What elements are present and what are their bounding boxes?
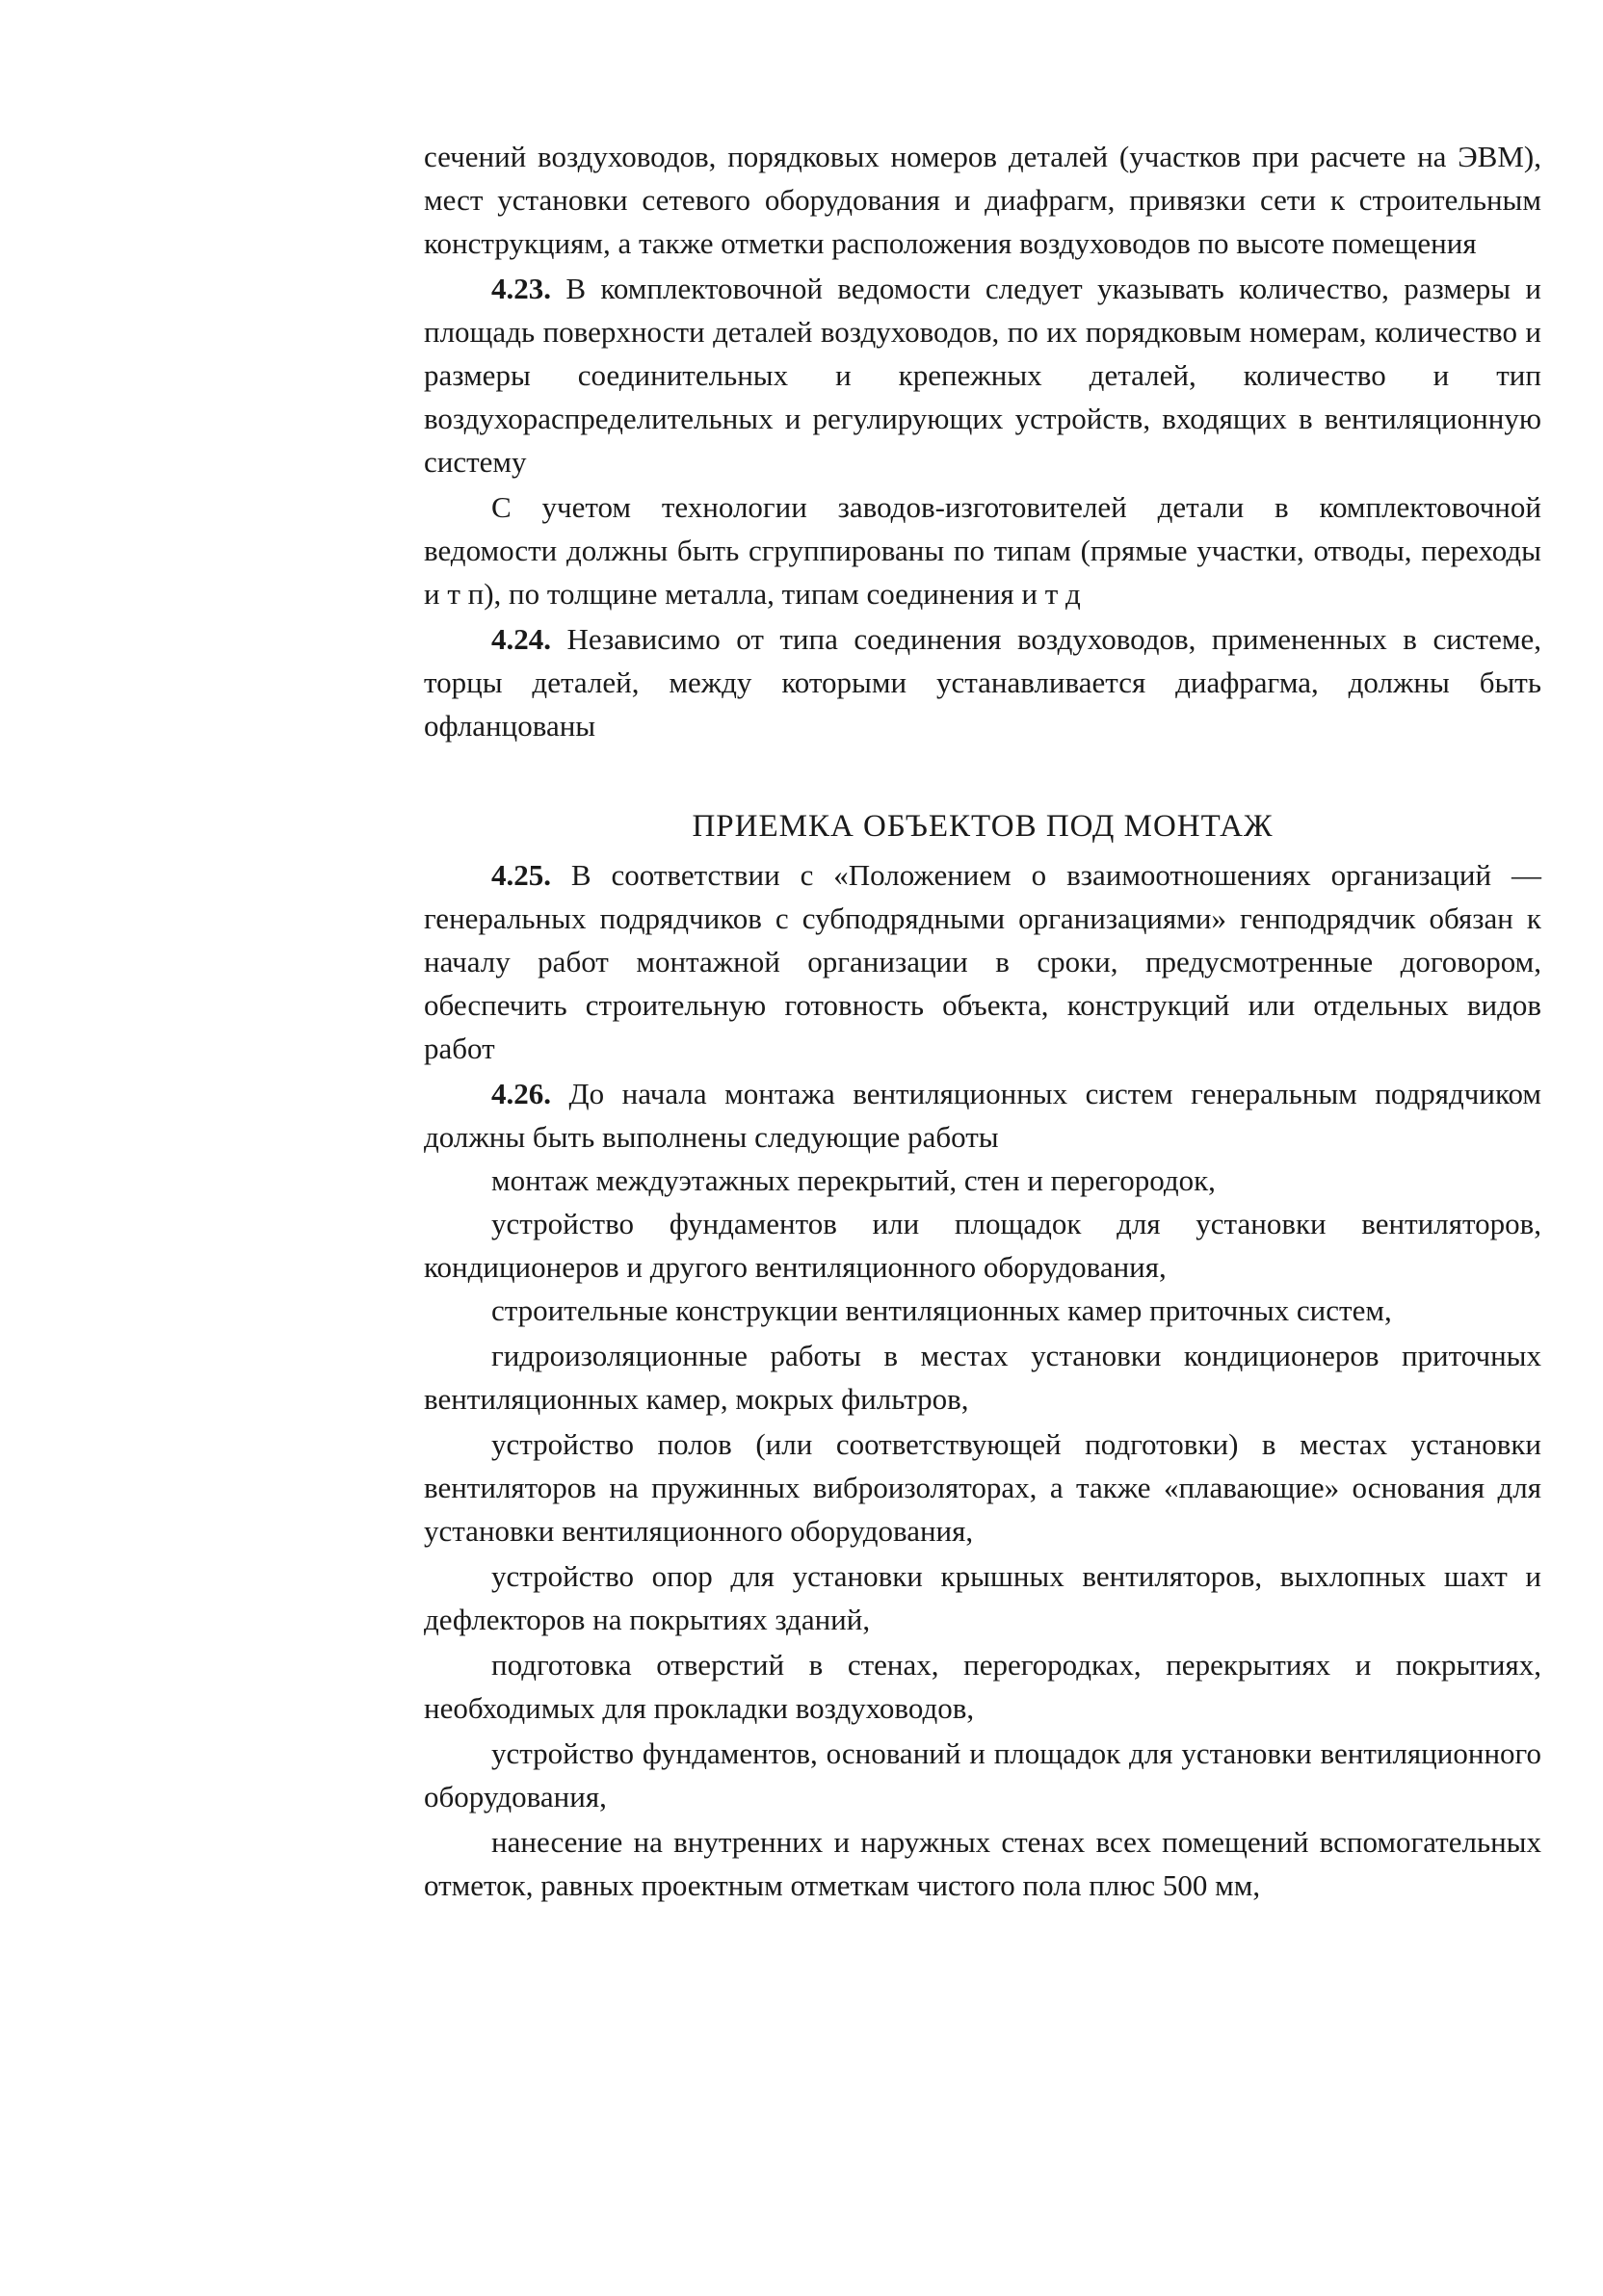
list-item: [424, 1202, 1541, 1289]
clause-number: 4.26.: [491, 1077, 551, 1110]
list-item-text: устройство фундаментов, оснований и площадок для установки вентиляционного оборудования,: [424, 1736, 1541, 1813]
clause-number: 4.25.: [491, 858, 551, 892]
list-item: [424, 1289, 1541, 1332]
list-item-text: устройство полов (или соответствующей подготовки) в местах установки вентиляторов на пружинных виброизоляторах, а также «плавающие» основания для установки вентиляционного оборудования,: [424, 1427, 1541, 1548]
list-item: [424, 1554, 1541, 1641]
list-item-text: нанесение на внутренних и наружных стенах всех помещений вспомогательных отметок, равных проектным отметкам чистого пола плюс 500 мм,: [424, 1825, 1541, 1902]
list-item-text: устройство опор для установки крышных вентиляторов, выхлопных шахт и дефлекторов на покрытиях зданий,: [424, 1559, 1541, 1636]
paragraph-4-26: [424, 1072, 1541, 1159]
section-heading: ПРИЕМКА ОБЪЕКТОВ ПОД МОНТАЖ: [692, 809, 1274, 844]
list-item: [424, 1732, 1541, 1818]
paragraph-text: В соответствии с «Положением о взаимоотношениях организаций — генеральных подрядчиков с субподрядными организациями» генподрядчик обязан к началу работ монтажной организации в сроки, предусмотренные договором, обеспечить строительную готовность объекта, конструкций или отдельных видов работ: [424, 858, 1541, 1065]
paragraph-4-24: [424, 617, 1541, 747]
paragraph-4-25: [424, 853, 1541, 1070]
list-item: [424, 1643, 1541, 1730]
paragraph-text: С учетом технологии заводов-изготовителей детали в комплектовочной ведомости должны быть сгруппированы по типам (прямые участки, отводы, переходы и т п), по толщине металла, типам соединения и т д: [424, 490, 1541, 611]
list-item-text: подготовка отверстий в стенах, перегородках, перекрытиях и покрытиях, необходимых для прокладки воздуховодов,: [424, 1648, 1541, 1725]
paragraph-continuation: [424, 135, 1541, 265]
paragraph-text: Независимо от типа соединения воздуховодов, примененных в системе, торцы деталей, между которыми устанавливается диафрагма, должны быть офланцованы: [424, 622, 1541, 743]
document-page: [424, 135, 1541, 1907]
paragraph-4-23: [424, 267, 1541, 483]
list-item-text: устройство фундаментов или площадок для установки вентиляторов, кондиционеров и другого вентиляционного оборудования,: [424, 1207, 1541, 1284]
clause-number: 4.24.: [491, 622, 551, 656]
paragraph-text: До начала монтажа вентиляционных систем генеральным подрядчиком должны быть выполнены следующие работы: [424, 1077, 1541, 1154]
list-item: [424, 1422, 1541, 1552]
list-item-text: монтаж междуэтажных перекрытий, стен и перегородок,: [491, 1163, 1216, 1197]
paragraph-grouping: [424, 485, 1541, 615]
clause-number: 4.23.: [491, 272, 551, 305]
paragraph-text: сечений воздуховодов, порядковых номеров деталей (участков при расчете на ЭВМ), мест установки сетевого оборудования и диафрагм, привязки сети к строительным конструкциям, а также отметки расположения воздуховодов по высоте помещения: [424, 140, 1541, 260]
list-item: [424, 1334, 1541, 1421]
list-item: [424, 1820, 1541, 1907]
list-item-text: строительные конструкции вентиляционных камер приточных систем,: [491, 1293, 1392, 1327]
list-item-text: гидроизоляционные работы в местах установки кондиционеров приточных вентиляционных камер, мокрых фильтров,: [424, 1339, 1541, 1416]
list-item: [424, 1159, 1541, 1202]
paragraph-text: В комплектовочной ведомости следует указывать количество, размеры и площадь поверхности деталей воздуховодов, по их порядковым номерам, количество и размеры соединительных и крепежных деталей, количество и тип воздухораспределительных и регулирующих устройств, входящих в вентиляционную систему: [424, 272, 1541, 479]
